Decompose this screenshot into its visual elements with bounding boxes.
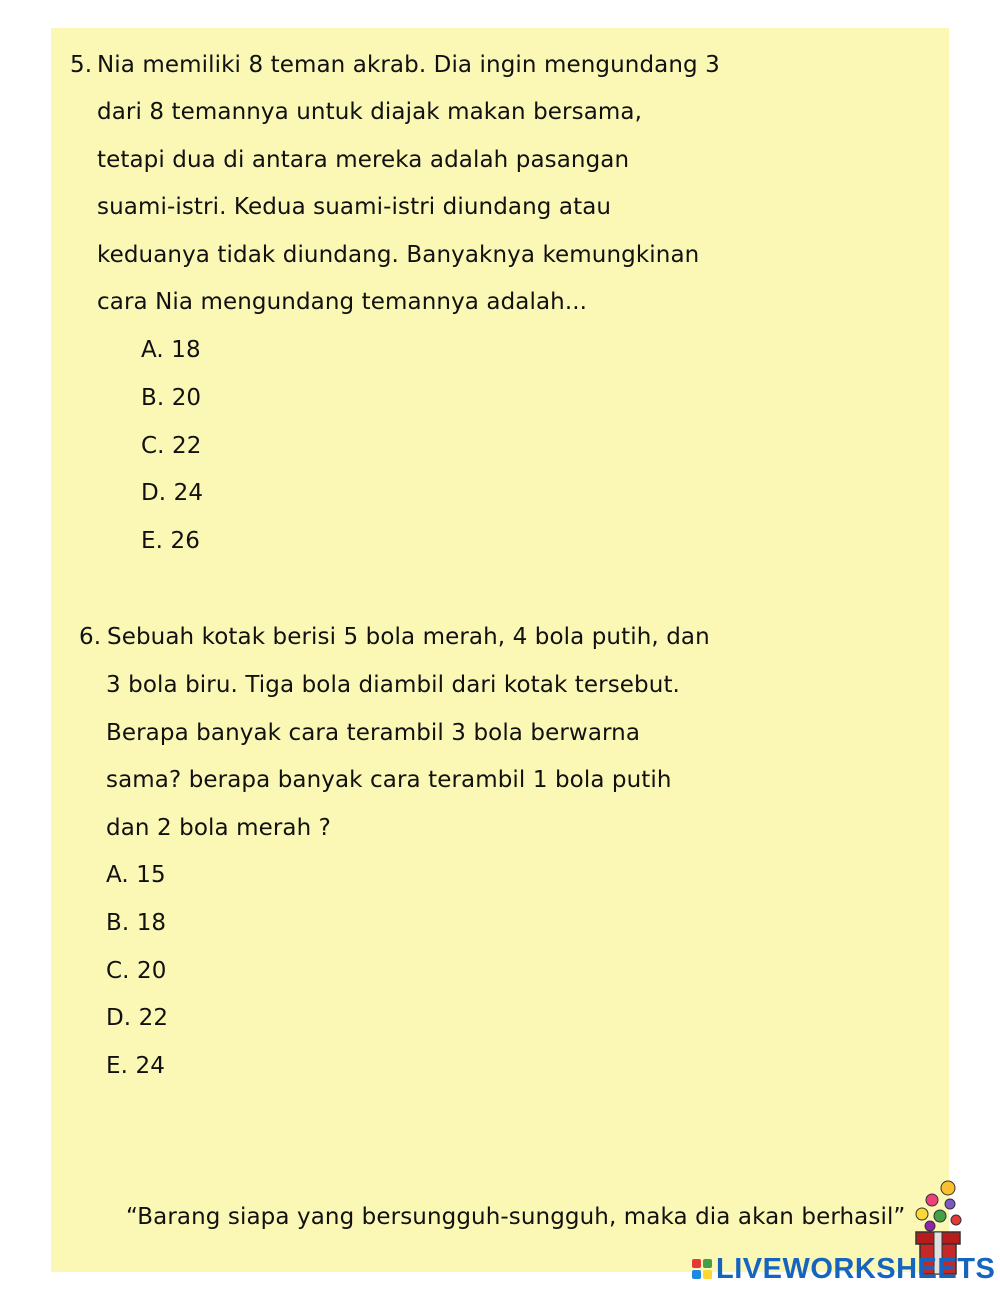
question-text-line: tetapi dua di antara mereka adalah pasangan (97, 147, 630, 173)
question-number: 5. (70, 52, 93, 78)
answer-option[interactable]: C. 22 (141, 433, 202, 459)
question-text-line: sama? berapa banyak cara terambil 1 bola putih (106, 767, 672, 793)
question-text-line: Sebuah kotak berisi 5 bola merah, 4 bola putih, dan (107, 624, 710, 650)
question-text-line: dan 2 bola merah ? (106, 815, 331, 841)
motivational-quote: “Barang siapa yang bersungguh-sungguh, maka dia akan berhasil” (126, 1204, 906, 1230)
answer-option[interactable]: B. 18 (106, 910, 167, 936)
answer-option[interactable]: C. 20 (106, 958, 167, 984)
question-text-line: dari 8 temannya untuk diajak makan bersama, (97, 99, 643, 125)
question-text-line: keduanya tidak diundang. Banyaknya kemungkinan (97, 242, 700, 268)
brand-name: LIVEWORKSHEETS (716, 1252, 996, 1285)
question-text-line: Nia memiliki 8 teman akrab. Dia ingin mengundang 3 (97, 52, 720, 78)
answer-option[interactable]: A. 18 (141, 337, 201, 363)
answer-option[interactable]: E. 24 (106, 1053, 165, 1079)
question-text-line: 3 bola biru. Tiga bola diambil dari kotak tersebut. (106, 672, 680, 698)
brand-grid-icon (692, 1259, 712, 1279)
answer-option[interactable]: A. 15 (106, 862, 166, 888)
question-number: 6. (79, 624, 102, 650)
liveworksheets-logo (692, 1252, 995, 1286)
answer-option[interactable]: B. 20 (141, 385, 202, 411)
answer-option[interactable]: D. 24 (141, 480, 204, 506)
question-text-line: cara Nia mengundang temannya adalah... (97, 289, 588, 315)
answer-option[interactable]: D. 22 (106, 1005, 169, 1031)
question-text-line: suami-istri. Kedua suami-istri diundang atau (97, 194, 612, 220)
answer-option[interactable]: E. 26 (141, 528, 200, 554)
question-text-line: Berapa banyak cara terambil 3 bola berwarna (106, 720, 641, 746)
